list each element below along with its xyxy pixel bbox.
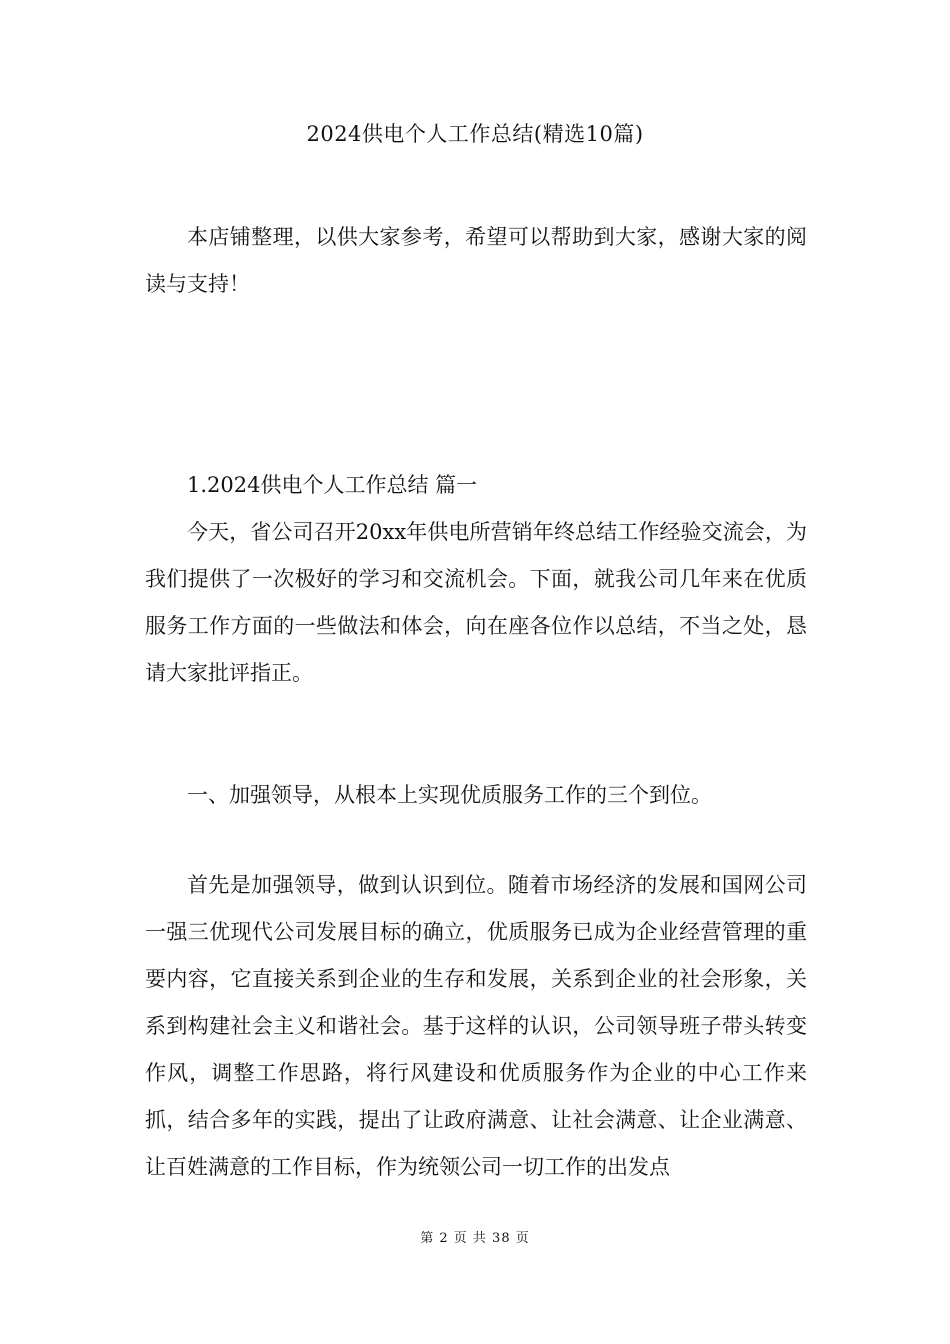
section-heading: 1.2024供电个人工作总结 篇一 [187,473,478,497]
body-paragraph-2: 首先是加强领导，做到认识到位。随着市场经济的发展和国网公司一强三优现代公司发展目标的确立，优质服务已成为企业经营管理的重要内容，它直接关系到企业的生存和发展，关系到企业的社会形象，关系到构建社会主义和谐社会。基于这样的认识，公司领导班子带头转变作风，调整工作思路，将行风建设和优质服务作为企业的中心工作来抓，结合多年的实践，提出了让政府满意、让社会满意、让企业满意、让百姓满意的工作目标，作为统领公司一切工作的出发点 [145,873,807,1179]
intro-paragraph: 本店铺整理，以供大家参考，希望可以帮助到大家，感谢大家的阅读与支持！ [145,225,807,296]
document-title: 2024供电个人工作总结(精选10篇) [306,122,644,146]
body-paragraph-1: 今天，省公司召开20xx年供电所营销年终总结工作经验交流会，为我们提供了一次极好的学习和交流机会。下面，就我公司几年来在优质服务工作方面的一些做法和体会，向在座各位作以总结，不当之处，恳请大家批评指正。 [145,520,807,685]
page-number-footer: 第 2 页 共 38 页 [420,1231,530,1246]
subheading-1: 一、加强领导，从根本上实现优质服务工作的三个到位。 [187,783,712,807]
